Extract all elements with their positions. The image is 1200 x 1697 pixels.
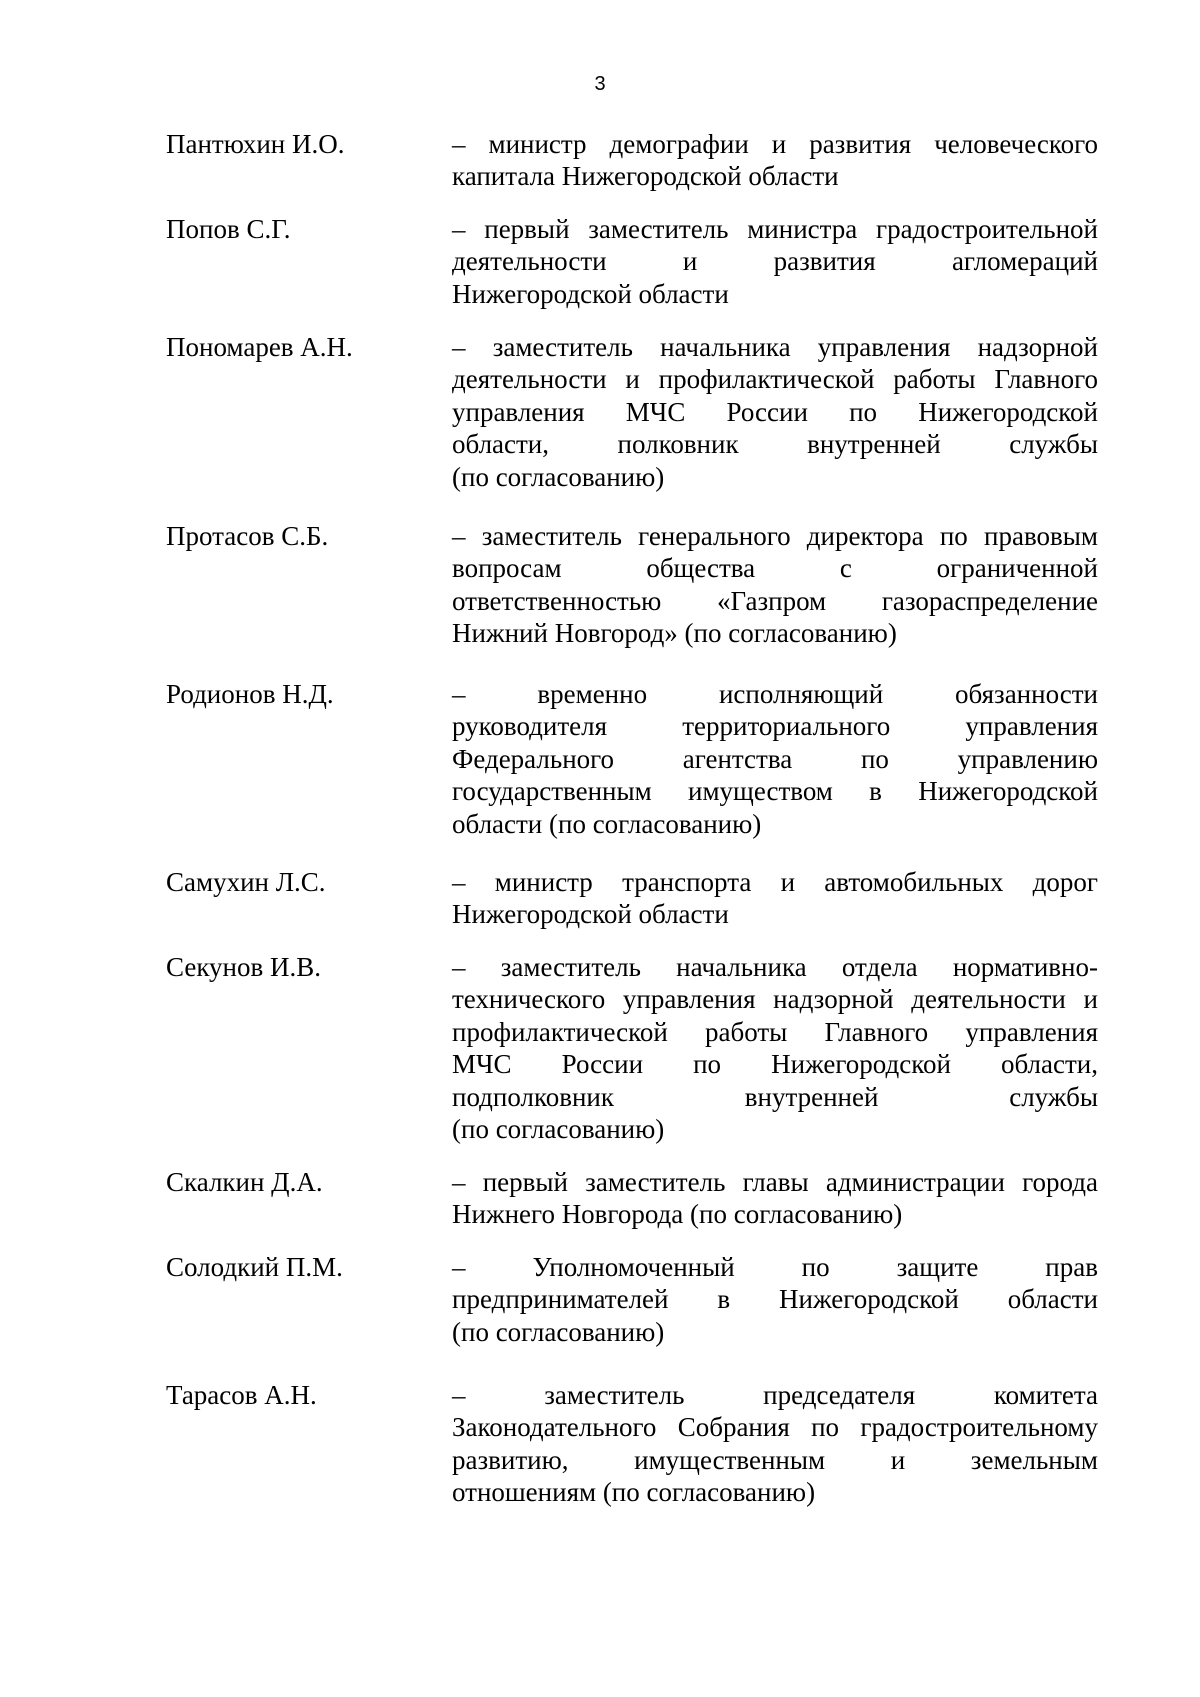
member-name: Попов С.Г.: [166, 214, 291, 244]
description-line: МЧС России по Нижегородской области,: [452, 1049, 1098, 1080]
description-line: Федерального агентства по управлению: [452, 743, 1098, 774]
description-line: (по согласованию): [452, 1316, 665, 1347]
description-line: области (по согласованию): [452, 808, 762, 839]
description-line: (по согласованию): [452, 1113, 665, 1144]
description-line: профилактической работы Главного управления: [452, 1016, 1098, 1047]
description-line: Законодательного Собрания по градостроительному: [452, 1412, 1098, 1443]
member-name: Скалкин Д.А.: [166, 1167, 323, 1197]
description-line: области, полковник внутренней службы: [452, 429, 1098, 460]
member-description: [452, 951, 1098, 1145]
description-line: подполковник внутренней службы: [452, 1081, 1098, 1112]
member-description: [452, 520, 1098, 650]
description-line: – заместитель начальника отдела нормативно-: [452, 952, 1098, 982]
member-name: Солодкий П.М.: [166, 1252, 343, 1282]
description-line: Нижегородской области: [452, 899, 729, 930]
description-line: (по согласованию): [452, 461, 665, 492]
member-description: [452, 1251, 1098, 1348]
member-name: Секунов И.В.: [166, 952, 322, 982]
member-name: Самухин Л.С.: [166, 867, 326, 897]
description-line: деятельности и профилактической работы Главного: [452, 364, 1098, 395]
description-line: капитала Нижегородской области: [452, 161, 839, 192]
description-line: – временно исполняющий обязанности: [452, 679, 1098, 709]
member-name: Тарасов А.Н.: [166, 1380, 317, 1410]
member-name: Протасов С.Б.: [166, 521, 329, 551]
description-line: – первый заместитель министра градостроительной: [452, 214, 1098, 244]
description-line: Нижнего Новгорода (по согласованию): [452, 1199, 903, 1230]
description-line: технического управления надзорной деятельности и: [452, 984, 1098, 1015]
member-description: [452, 128, 1098, 193]
description-line: управления МЧС России по Нижегородской: [452, 396, 1098, 427]
member-description: [452, 213, 1098, 310]
description-line: вопросам общества с ограниченной: [452, 553, 1098, 584]
description-line: – Уполномоченный по защите прав: [452, 1252, 1098, 1282]
description-line: – министр демографии и развития человеческого: [452, 129, 1098, 159]
description-line: отношениям (по согласованию): [452, 1477, 816, 1508]
description-line: Нижний Новгород» (по согласованию): [452, 618, 897, 649]
description-line: государственным имуществом в Нижегородской: [452, 776, 1098, 807]
description-line: предпринимателей в Нижегородской области: [452, 1284, 1098, 1315]
member-name: Пантюхин И.О.: [166, 129, 345, 159]
member-description: [452, 1166, 1098, 1231]
description-line: деятельности и развития агломераций: [452, 246, 1098, 277]
member-name: Пономарев А.Н.: [166, 332, 353, 362]
description-line: – заместитель председателя комитета: [452, 1380, 1098, 1410]
description-line: – первый заместитель главы администрации города: [452, 1167, 1098, 1197]
member-description: [452, 866, 1098, 931]
member-description: [452, 331, 1098, 493]
description-line: – заместитель начальника управления надзорной: [452, 332, 1098, 362]
description-line: – заместитель генерального директора по правовым: [452, 521, 1098, 551]
description-line: Нижегородской области: [452, 278, 729, 309]
member-description: [452, 1379, 1098, 1509]
description-line: развитию, имущественным и земельным: [452, 1444, 1098, 1475]
member-name: Родионов Н.Д.: [166, 679, 334, 709]
page-number: 3: [594, 73, 606, 95]
description-line: ответственностью «Газпром газораспределение: [452, 585, 1098, 616]
description-line: – министр транспорта и автомобильных дорог: [452, 867, 1098, 897]
description-line: руководителя территориального управления: [452, 711, 1098, 742]
member-description: [452, 678, 1098, 840]
